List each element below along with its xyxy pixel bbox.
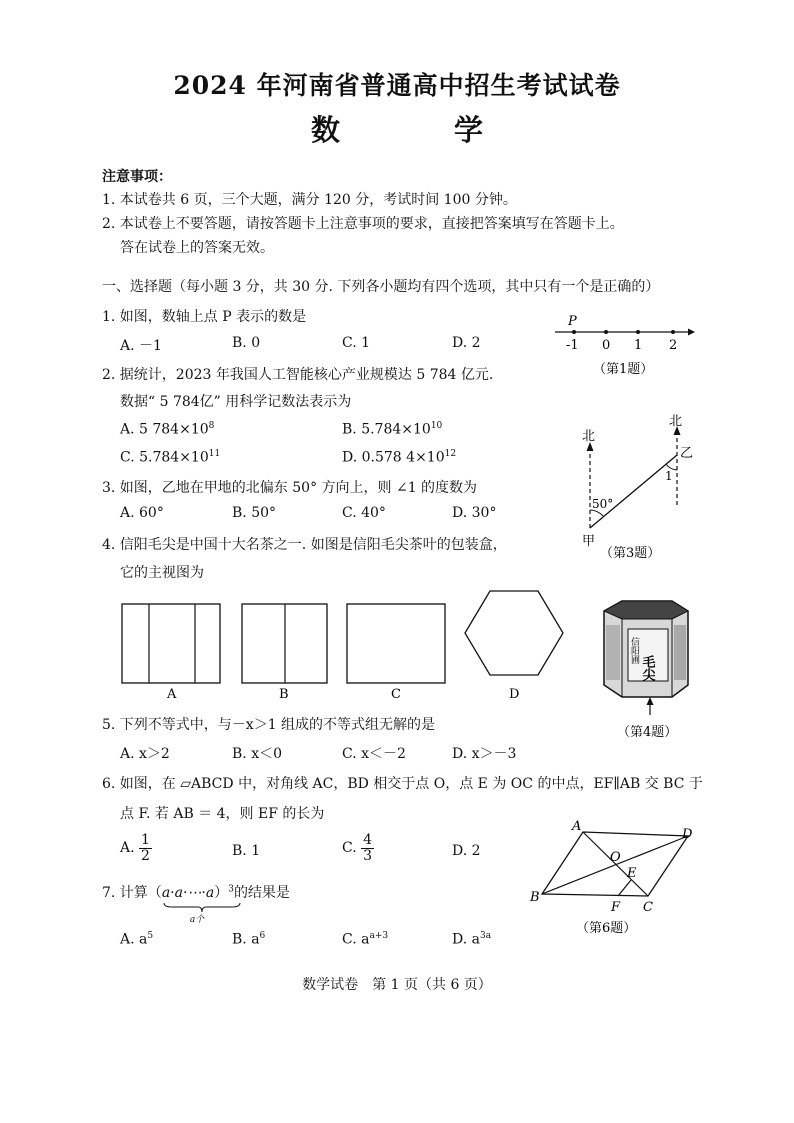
q2-option-b: B. $5.784\times 10^{10}$ [342, 421, 443, 438]
q3-stem: 3. 如图，乙地在甲地的北偏东 50° 方向上，则 ∠1 的度数为 [102, 480, 478, 496]
notice-item-1: 1. 本试卷共 6 页，三个大题，满分 120 分，考试时间 100 分钟。 [102, 192, 517, 208]
yi-label: 乙 [680, 446, 694, 461]
notice-item-2-cont: 答在试卷上的答案无效。 [120, 240, 274, 256]
q6-parallelogram-figure [528, 818, 708, 936]
q4-option-a-label: A [167, 687, 177, 702]
q1-tick-label: 0 [602, 338, 611, 353]
q1-number-line [555, 312, 705, 382]
q1-option-d: D. 2 [452, 335, 481, 351]
q5-option-c: C. x＜－2 [342, 746, 406, 762]
north-label: 北 [582, 429, 596, 444]
q5-stem: 5. 下列不等式中，与－x＞1 组成的不等式组无解的是 [102, 717, 436, 733]
notice-item-2: 2. 本试卷上不要答题，请按答题卡上注意事项的要求，直接把答案填写在答题卡上。 [102, 216, 624, 232]
q3-option-d: D. 30° [452, 505, 497, 521]
q1-option-c: C. 1 [342, 335, 371, 351]
q1-option-b: B. 0 [232, 335, 261, 351]
point-label: A [572, 819, 582, 834]
q5-option-b: B. x＜0 [232, 746, 282, 762]
q1-tick-label: 2 [669, 338, 678, 353]
q1-caption: （第1题） [593, 362, 654, 377]
q7-option-b: B. $a^6$ [232, 931, 266, 948]
box-text-2: 信阳圃 [629, 637, 639, 664]
notice-heading: 注意事项： [102, 169, 172, 185]
exam-title: 2024 年河南省普通高中招生考试试卷 [173, 71, 621, 100]
q1-tick-label: -1 [566, 338, 579, 353]
q5-option-a: A. x＞2 [120, 746, 170, 762]
q1-tick-label: 1 [634, 338, 643, 353]
page-footer: 数学试卷 第 1 页（共 6 页） [302, 977, 492, 993]
q3-option-a: A. 60° [120, 505, 164, 521]
q7-option-d: D. $a^{3a}$ [452, 931, 492, 948]
q2-option-c: C. $5.784\times 10^{11}$ [120, 449, 221, 466]
point-label: B [530, 890, 540, 905]
q6-option-d: D. 2 [452, 843, 481, 859]
q1-stem: 1. 如图，数轴上点 P 表示的数是 [102, 309, 307, 325]
q4-stem-1: 4. 信阳毛尖是中国十大名茶之一. 如图是信阳毛尖茶叶的包装盒， [102, 537, 507, 553]
angle-50-label: 50° [592, 497, 614, 511]
q1-option-a: A. －1 [120, 338, 162, 354]
q4-stem-2: 它的主视图为 [120, 565, 204, 581]
q4-caption: （第4题） [617, 725, 678, 740]
subject-title: 数 学 [310, 113, 536, 147]
q4-option-b-label: B [279, 687, 289, 702]
q6-caption: （第6题） [576, 921, 637, 936]
point-label: D [682, 827, 693, 842]
q5-option-d: D. x＞－3 [452, 746, 517, 762]
point-label: E [627, 866, 637, 881]
q2-stem-1: 2. 据统计，2023 年我国人工智能核心产业规模达 5 784 亿元. [102, 367, 494, 383]
q3-caption: （第3题） [600, 546, 661, 561]
q7-stem: 7. 计算（a·a·⋯·a a个 ）$^3$的结果是 [102, 884, 290, 925]
point-label: C [643, 900, 653, 915]
tea-box-image [592, 595, 692, 740]
q2-option-d: D. 0.578 $4\times 10^{12}$ [342, 449, 457, 466]
q1-point-label: P [568, 314, 577, 329]
north-label: 北 [669, 414, 683, 429]
point-label: F [611, 900, 621, 915]
q6-stem-2: 点 F. 若 AB ＝ 4，则 EF 的长为 [120, 806, 325, 822]
q6-stem-1: 6. 如图，在 ▱ABCD 中，对角线 AC，BD 相交于点 O，点 E 为 OC 的中点，EF∥AB 交 BC 于 [102, 776, 703, 792]
q6-option-b: B. 1 [232, 843, 261, 859]
q4-option-figures [118, 585, 578, 705]
q6-option-a: A. $\frac{1}{2}$ [120, 832, 150, 864]
box-text-1: 毛尖 [639, 655, 655, 681]
q2-stem-2: 数据“ 5 784亿” 用科学记数法表示为 [120, 394, 352, 410]
q2-option-a: A. 5 $784\times 10^8$ [120, 421, 215, 438]
q3-option-c: C. 40° [342, 505, 386, 521]
q3-direction-figure [570, 410, 700, 565]
q6-option-c: C. $\frac{4}{3}$ [342, 832, 373, 864]
section-heading: 一、选择题（每小题 3 分，共 30 分. 下列各小题均有四个选项，其中只有一个是正确的） [102, 279, 660, 295]
angle-1-label: 1 [665, 469, 673, 483]
q4-option-d-label: D [509, 687, 520, 702]
jia-label: 甲 [582, 534, 596, 549]
q4-option-c-label: C [391, 687, 401, 702]
point-label: O [610, 850, 621, 865]
q7-option-a: A. $a^5$ [120, 931, 154, 948]
q3-option-b: B. 50° [232, 505, 277, 521]
q7-option-c: C. $a^{a+3}$ [342, 931, 389, 948]
